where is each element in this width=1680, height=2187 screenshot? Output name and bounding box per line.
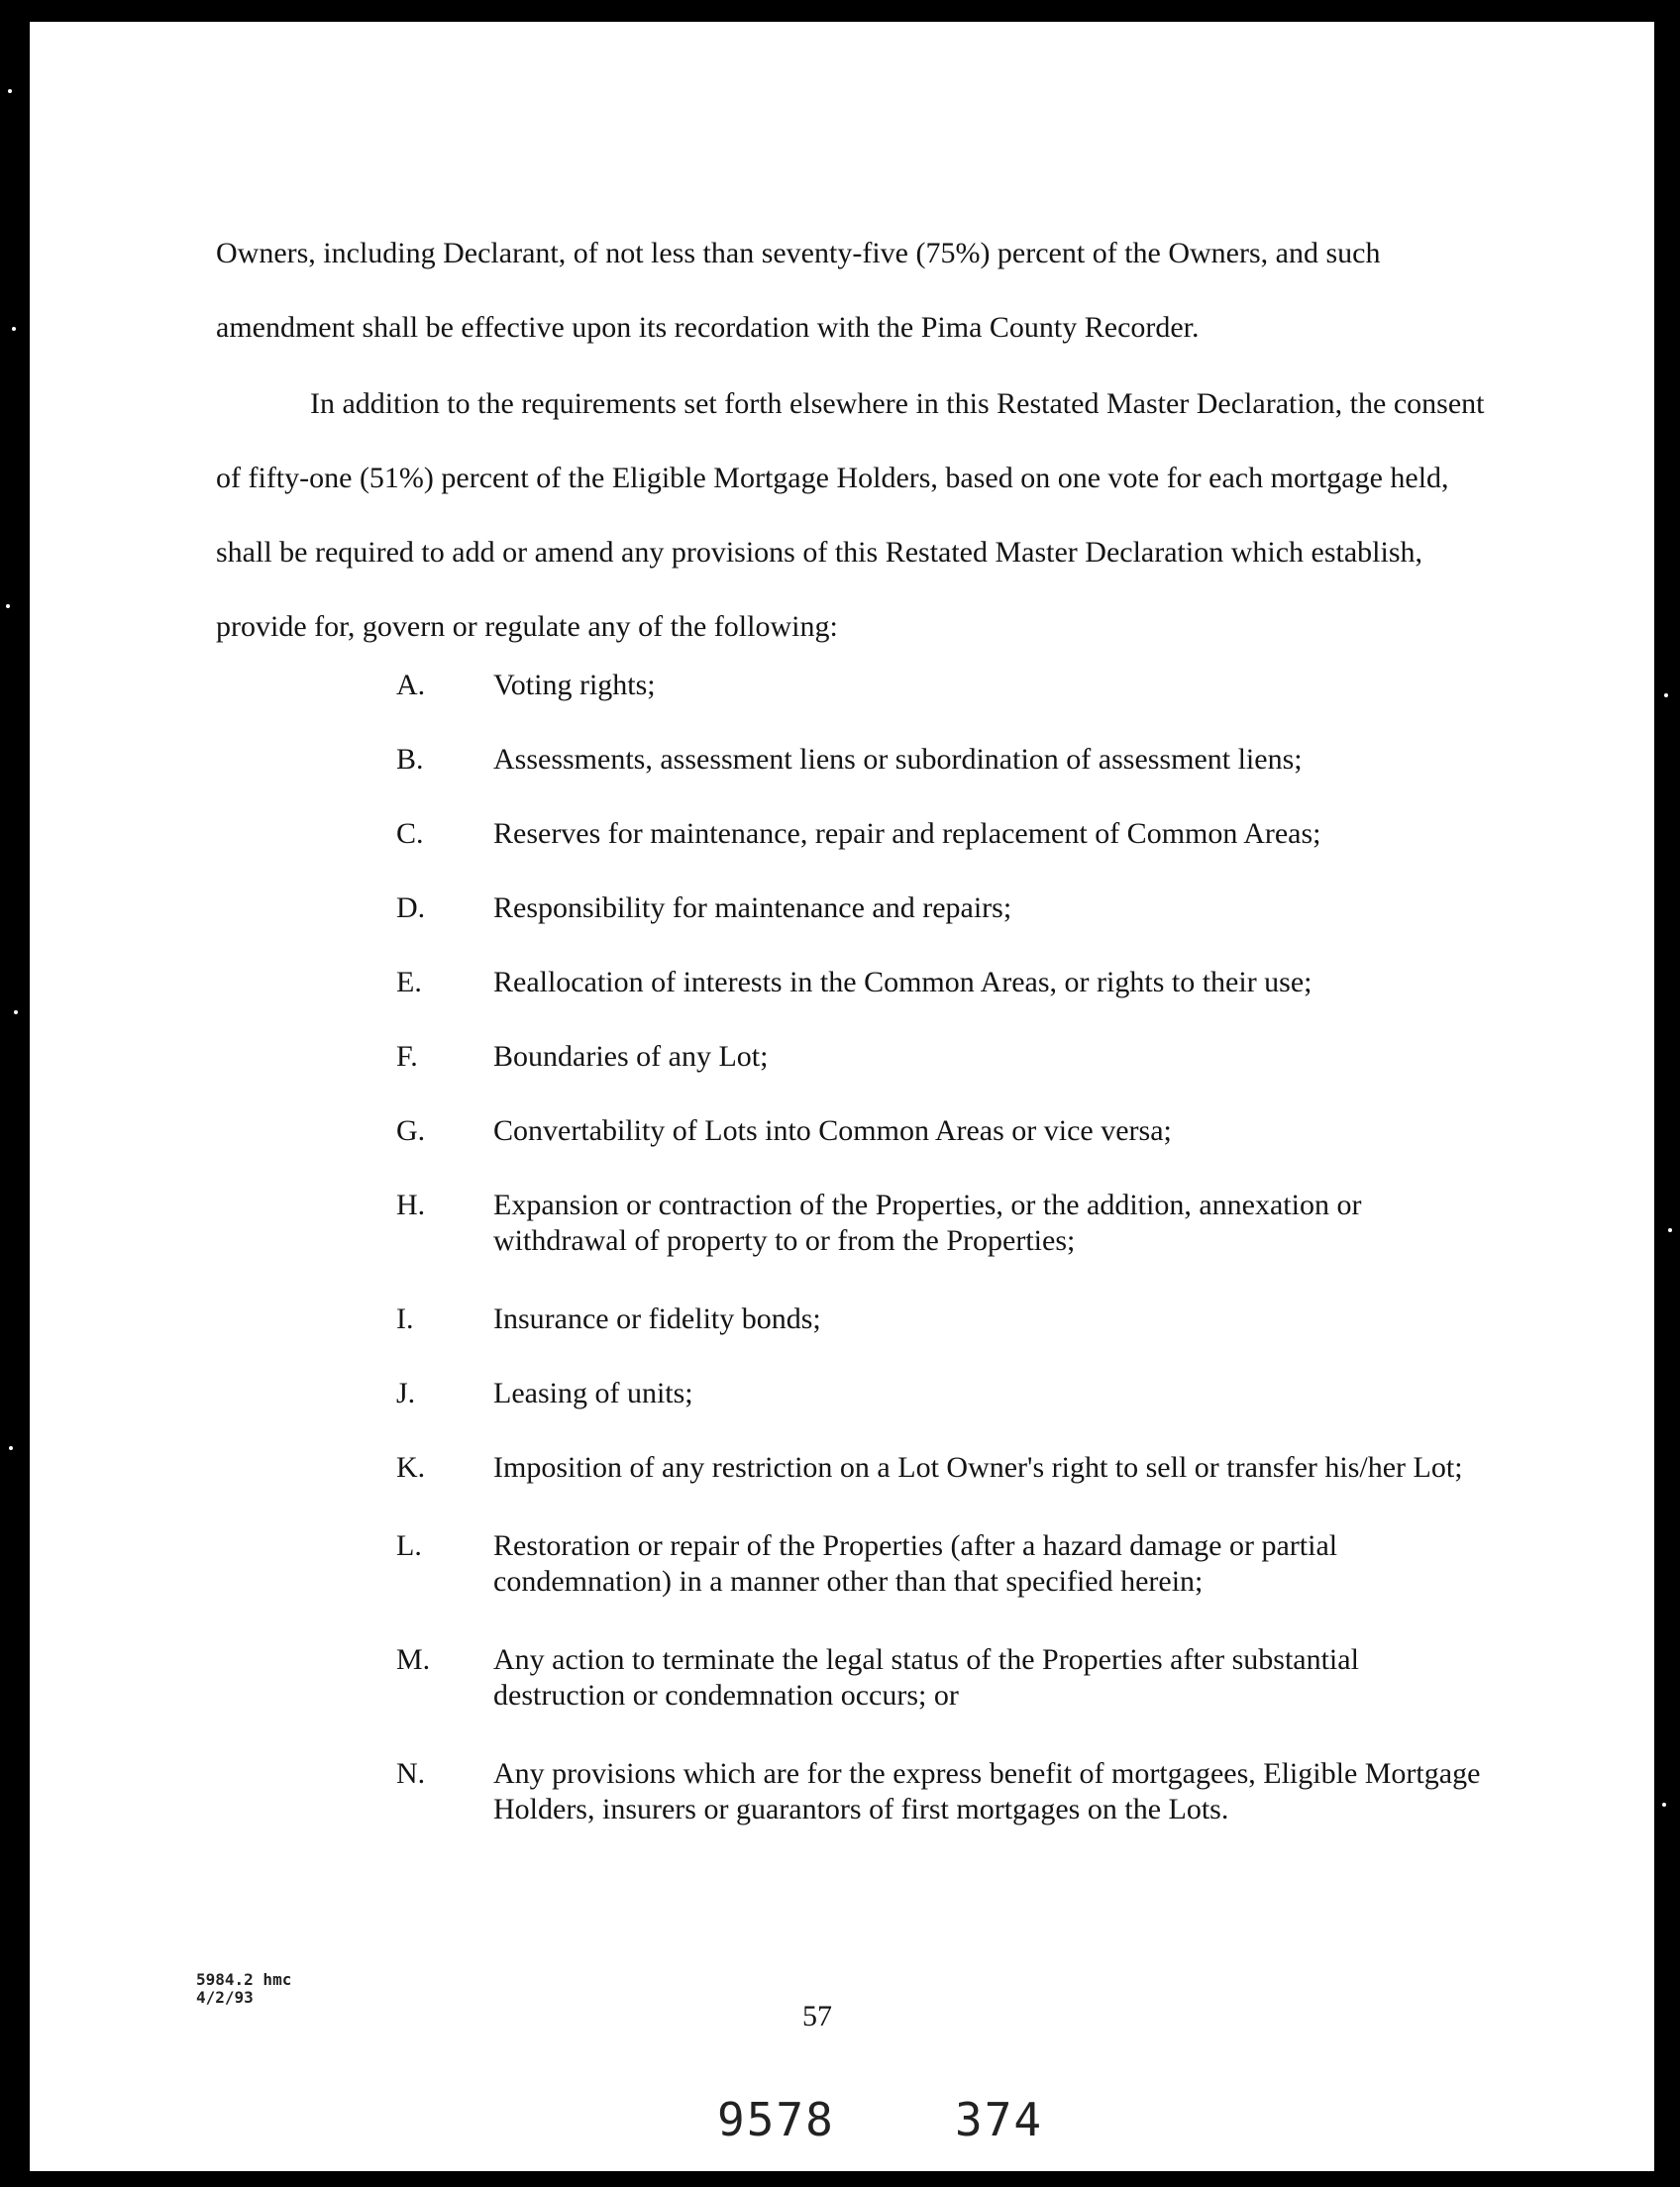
- list-item: [396, 668, 1496, 703]
- list-item: [396, 1039, 1496, 1075]
- list-item-letter: B.: [396, 743, 424, 776]
- scan-speck: [9, 1446, 13, 1450]
- recording-stamp-docket: 9578: [717, 2093, 835, 2146]
- list-item-letter: K.: [396, 1451, 426, 1484]
- list-item: [396, 1188, 1496, 1259]
- list-item: [396, 1376, 1496, 1411]
- page-number: 57: [802, 2000, 832, 2032]
- list-item-text: Boundaries of any Lot;: [493, 1040, 769, 1073]
- list-item-letter: E.: [396, 966, 422, 998]
- document-page: [30, 22, 1654, 2171]
- requirements-list: [396, 668, 1496, 1870]
- scan-speck: [8, 89, 12, 93]
- list-item-text: Restoration or repair of the Properties (after a hazard damage or partial condemnation) in a manner other than that specified herein;: [493, 1529, 1338, 1598]
- recording-stamp-page: 374: [955, 2093, 1044, 2146]
- list-item: [396, 1302, 1496, 1337]
- list-item-text: Reserves for maintenance, repair and replacement of Common Areas;: [493, 817, 1321, 850]
- list-item-text: Expansion or contraction of the Properties, or the addition, annexation or withdrawal of property to or from the Properties;: [493, 1189, 1362, 1257]
- list-item-text: Any action to terminate the legal status of the Properties after substantial destruction or condemnation occurs; or: [493, 1643, 1359, 1712]
- list-item-letter: J.: [396, 1377, 416, 1409]
- list-item-text: Leasing of units;: [493, 1377, 693, 1409]
- list-item-letter: N.: [396, 1757, 426, 1790]
- list-item-letter: C.: [396, 817, 424, 850]
- paragraph-continuation: Owners, including Declarant, of not less than seventy-five (75%) percent of the Owners, and such amendment shall be effective upon its recordation with the Pima County Recorder.: [216, 237, 1381, 344]
- list-item-text: Assessments, assessment liens or subordination of assessment liens;: [493, 743, 1303, 776]
- list-item-text: Voting rights;: [493, 669, 656, 701]
- scan-speck: [12, 327, 16, 331]
- list-item: [396, 965, 1496, 1000]
- scan-speck: [1668, 1228, 1672, 1232]
- scan-speck: [1662, 1803, 1666, 1807]
- list-item-letter: I.: [396, 1302, 414, 1335]
- list-item: [396, 742, 1496, 778]
- list-item-text: Convertability of Lots into Common Areas or vice versa;: [493, 1114, 1172, 1147]
- list-item-letter: L.: [396, 1529, 422, 1562]
- document-code-date: 4/2/93: [196, 1988, 254, 2007]
- list-item-letter: D.: [396, 891, 426, 924]
- document-code: [196, 1971, 291, 2007]
- list-item: [396, 1756, 1496, 1827]
- list-item-letter: F.: [396, 1040, 418, 1073]
- list-item: [396, 816, 1496, 852]
- scan-speck: [6, 604, 10, 608]
- document-code-id: 5984.2 hmc: [196, 1970, 292, 1989]
- list-item-text: Any provisions which are for the express benefit of mortgagees, Eligible Mortgage Holders, insurers or guarantors of first mortgages on the Lots.: [493, 1757, 1481, 1825]
- list-item-letter: H.: [396, 1189, 426, 1221]
- list-item: [396, 890, 1496, 926]
- list-item-text: Imposition of any restriction on a Lot Owner's right to sell or transfer his/her Lot;: [493, 1451, 1463, 1484]
- list-item-letter: M.: [396, 1643, 431, 1676]
- list-item-text: Insurance or fidelity bonds;: [493, 1302, 821, 1335]
- list-item: [396, 1113, 1496, 1149]
- list-item: [396, 1528, 1496, 1600]
- list-item: [396, 1450, 1496, 1486]
- paragraph-mortgage-consent: In addition to the requirements set forth elsewhere in this Restated Master Declaration, the consent of fifty-one (51%) percent of the Eligible Mortgage Holders, based on one vote for each mortgage held, shall be required to add or amend any provisions of this Restated Master Declaration which establish, provide for, govern or regulate any of the following:: [216, 387, 1485, 643]
- list-item-letter: A.: [396, 669, 426, 701]
- list-item-text: Responsibility for maintenance and repairs;: [493, 891, 1012, 924]
- list-item: [396, 1642, 1496, 1714]
- list-item-text: Reallocation of interests in the Common Areas, or rights to their use;: [493, 966, 1312, 998]
- scan-speck: [14, 1010, 18, 1014]
- list-item-letter: G.: [396, 1114, 426, 1147]
- scan-speck: [1664, 693, 1668, 697]
